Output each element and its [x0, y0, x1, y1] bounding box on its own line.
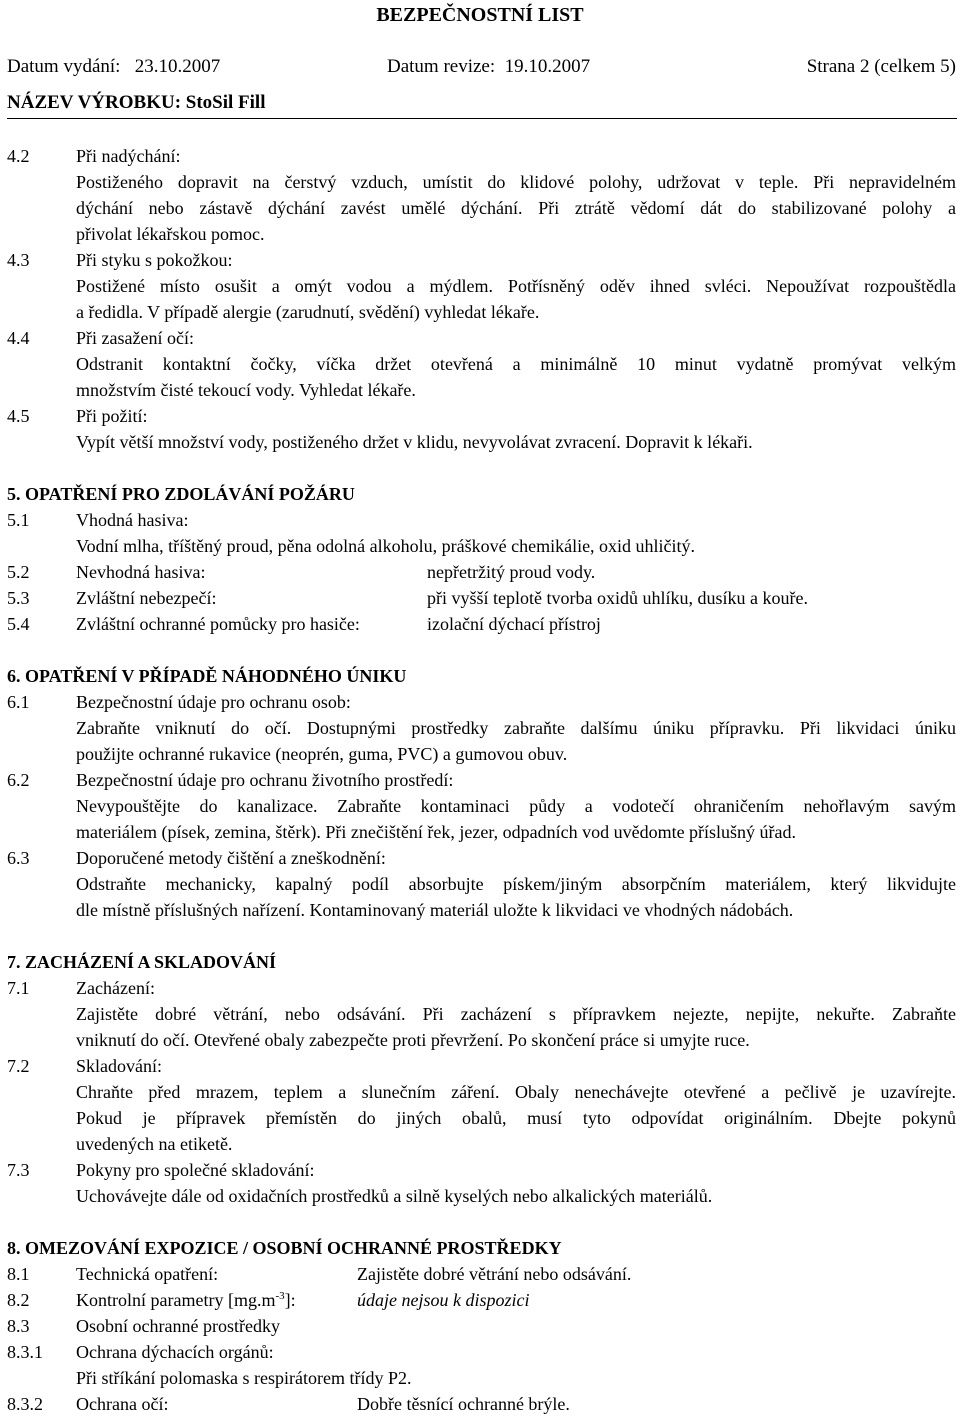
- section-8-heading: 8. OMEZOVÁNÍ EXPOZICE / OSOBNÍ OCHRANNÉ PROSTŘEDKY: [7, 1238, 562, 1258]
- item-8-3: 8.3 Osobní ochranné prostředky: [7, 1316, 280, 1336]
- item-7-2-text: uvedených na etiketě.: [76, 1134, 233, 1154]
- item-6-3-text: Odstraňte mechanicky, kapalný podíl absorbujte pískem/jiným absorpčním materiálem, který likvidujte: [76, 874, 956, 894]
- item-4-4-text: množstvím čisté tekoucí vody. Vyhledat lékaře.: [76, 380, 416, 400]
- item-6-3: 6.3 Doporučené metody čištění a zneškodnění:: [7, 848, 386, 868]
- item-8-3-1-text: Při stříkání polomaska s respirátorem třídy P2.: [76, 1368, 412, 1388]
- page-info: Strana 2 (celkem 5): [806, 56, 956, 77]
- revision-date: Datum revize: 19.10.2007: [387, 56, 591, 77]
- item-5-1: 5.1 Vhodná hasiva:: [7, 510, 189, 530]
- item-7-2-text: Chraňte před mrazem, teplem a slunečním záření. Obaly nenechávejte otevřené a pečlivě je uzavírejte.: [76, 1082, 956, 1102]
- item-6-1-text: použijte ochranné rukavice (neoprén, guma, PVC) a gumovou obuv.: [76, 744, 568, 764]
- item-4-4-text: Odstranit kontaktní čočky, víčka držet otevřená a minimálně 10 minut vydatně promývat velkým: [76, 354, 956, 374]
- item-6-3-text: dle místně příslušných nařízení. Kontaminovaný materiál uložte k likvidaci ve vhodných nádobách.: [76, 900, 794, 920]
- item-8-3-1: 8.3.1 Ochrana dýchacích orgánů:: [7, 1342, 274, 1362]
- item-8-3-2: 8.3.2 Ochrana očí: Dobře těsnící ochranné brýle.: [7, 1394, 570, 1414]
- header-divider: [7, 118, 957, 119]
- issue-date: Datum vydání: 23.10.2007: [7, 56, 221, 77]
- item-4-3: 4.3 Při styku s pokožkou:: [7, 250, 233, 270]
- item-4-2-text: dýchání nebo zástavě dýchání zavést umělé dýchání. Při ztrátě vědomí dát do stabilizované polohy a: [76, 198, 956, 218]
- section-7-heading: 7. ZACHÁZENÍ A SKLADOVÁNÍ: [7, 952, 277, 972]
- item-6-1-text: Zabraňte vniknutí do očí. Dostupnými prostředky zabraňte dalšímu úniku přípravku. Při likvidaci úniku: [76, 718, 956, 738]
- item-5-1-text: Vodní mlha, tříštěný proud, pěna odolná alkoholu, práškové chemikálie, oxid uhličitý.: [76, 536, 696, 556]
- item-6-2: 6.2 Bezpečnostní údaje pro ochranu životního prostředí:: [7, 770, 454, 790]
- item-7-3-text: Uchovávejte dále od oxidačních prostředků a silně kyselých nebo alkalických materiálů.: [76, 1186, 713, 1206]
- section-6-heading: 6. OPATŘENÍ V PŘÍPADĚ NÁHODNÉHO ÚNIKU: [7, 666, 407, 686]
- item-4-2-text: přivolat lékařskou pomoc.: [76, 224, 265, 244]
- document-title: BEZPEČNOSTNÍ LIST: [376, 4, 584, 26]
- item-5-3: 5.3 Zvláštní nebezpečí: při vyšší teplotě tvorba oxidů uhlíku, dusíku a kouře.: [7, 588, 808, 608]
- item-7-1-text: vniknutí do očí. Otevřené obaly zabezpečte proti převržení. Po skončení práce si umyjte ruce.: [76, 1030, 750, 1050]
- item-8-1: 8.1 Technická opatření: Zajistěte dobré větrání nebo odsávání.: [7, 1264, 632, 1284]
- product-name: NÁZEV VÝROBKU: StoSil Fill: [7, 92, 266, 113]
- document-body: [0, 143, 960, 1417]
- item-6-1: 6.1 Bezpečnostní údaje pro ochranu osob:: [7, 692, 351, 712]
- item-7-3: 7.3 Pokyny pro společné skladování:: [7, 1160, 315, 1180]
- item-6-2-text: Nevypouštějte do kanalizace. Zabraňte kontaminaci půdy a vodotečí ohraničením nehořlavým savým: [76, 796, 956, 816]
- item-6-2-text: materiálem (písek, zemina, štěrk). Při znečištění řek, jezer, odpadních vod uvědomte příslušný úřad.: [76, 822, 797, 842]
- item-5-4: 5.4 Zvláštní ochranné pomůcky pro hasiče: izolační dýchací přístroj: [7, 614, 601, 634]
- item-4-4: 4.4 Při zasažení očí:: [7, 328, 194, 348]
- item-7-2: 7.2 Skladování:: [7, 1056, 162, 1076]
- item-4-2-text: Postiženého dopravit na čerstvý vzduch, umístit do klidové polohy, udržovat v teple. Při nepravidelném: [76, 172, 956, 192]
- item-8-2: 8.2 Kontrolní parametry $[mg.m^{-3}]$: údaje nejsou k dispozici: [7, 1290, 530, 1310]
- item-4-3-text: Postižené místo osušit a omýt vodou a mýdlem. Potřísněný oděv ihned svléci. Nepoužívat rozpouštědla: [76, 276, 956, 296]
- item-7-1-text: Zajistěte dobré větrání, nebo odsávání. Při zacházení s přípravkem nejezte, nepijte, nekuřte. Zabraňte: [76, 1004, 956, 1024]
- item-4-3-text: a ředidla. V případě alergie (zarudnutí, svědění) vyhledat lékaře.: [76, 302, 540, 322]
- item-4-5-text: Vypít větší množství vody, postiženého držet v klidu, nevyvolávat zvracení. Dopravit k lékaři.: [76, 432, 753, 452]
- item-4-2: 4.2 Při nadýchání:: [7, 146, 181, 166]
- section-5-heading: 5. OPATŘENÍ PRO ZDOLÁVÁNÍ POŽÁRU: [7, 484, 355, 504]
- item-7-2-text: Pokud je přípravek přemístěn do jiných obalů, musí tyto odpovídat originálním. Dbejte pokynů: [76, 1108, 956, 1128]
- item-7-1: 7.1 Zacházení:: [7, 978, 155, 998]
- item-5-2: 5.2 Nevhodná hasiva: nepřetržitý proud vody.: [7, 562, 596, 582]
- item-4-5: 4.5 Při požití:: [7, 406, 148, 426]
